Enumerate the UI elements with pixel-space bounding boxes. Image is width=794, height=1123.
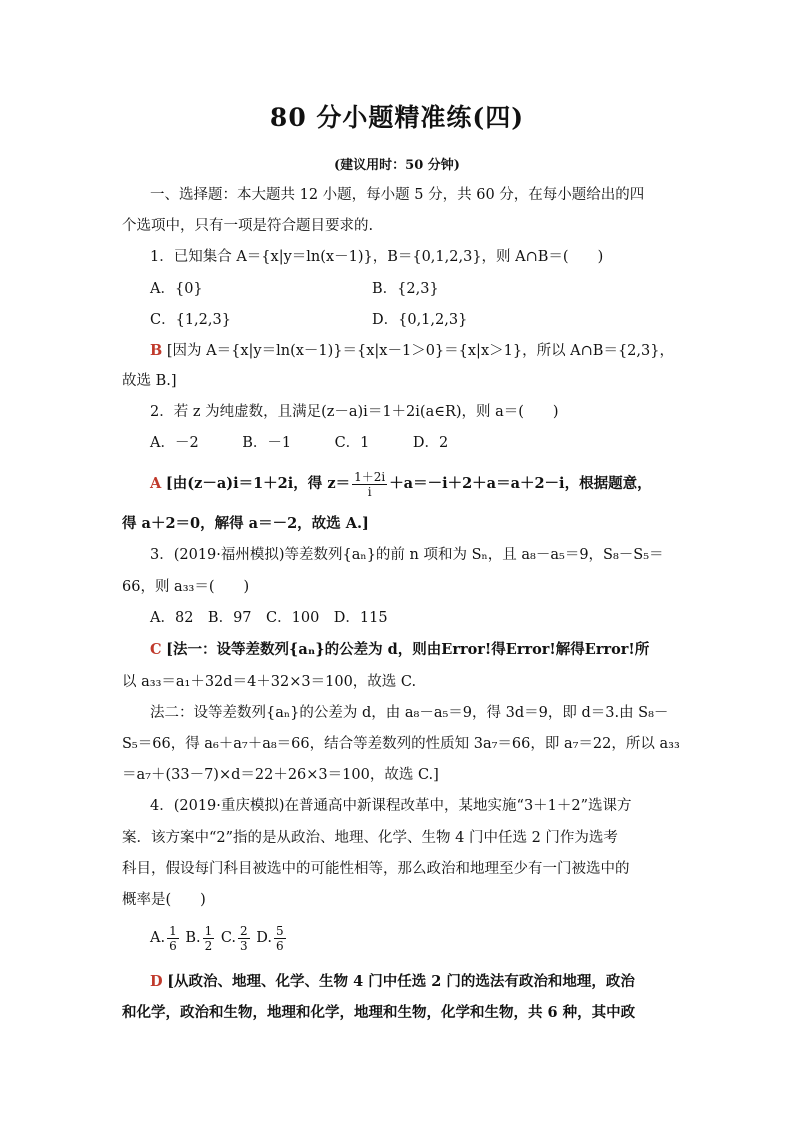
- q1-option-b: B．{2,3}: [372, 281, 439, 297]
- q4-option-b: [185, 923, 216, 953]
- q1-option-c: C．{1,2,3}: [150, 312, 231, 328]
- q2-fraction: [352, 470, 387, 499]
- q4-stem-line-4: 概率是( ): [122, 892, 206, 908]
- q1-solution-line-2: 故选 B.]: [122, 373, 177, 389]
- q4-answer: D: [150, 973, 163, 990]
- q3-solution-1-line-2: 以 a₃₃＝a₁＋32d＝4＋32×3＝100，故选 C.: [122, 674, 417, 690]
- q4-option-d-den: 6: [276, 938, 284, 953]
- q4-option-c-fraction: [238, 924, 250, 953]
- q4-option-c-den: 3: [240, 938, 248, 953]
- page-title: 80 分小题精准练(四): [269, 103, 525, 132]
- q2-solution-line-2: 得 a＋2＝0，解得 a＝－2，故选 A.]: [122, 515, 369, 532]
- section-intro-line-2: 个选项中，只有一项是符合题目要求的.: [122, 218, 374, 234]
- q4-option-b-fraction: [203, 924, 215, 953]
- q2-stem: 2．若 z 为纯虚数，且满足(z－a)i＝1＋2i(a∈R)，则 a＝( ): [150, 404, 559, 420]
- q3-solution-2-line-3: ＝a₇＋(33－7)×d＝22＋26×3＝100，故选 C.]: [122, 767, 439, 783]
- q4-stem-line-3: 科目，假设每门科目被选中的可能性相等，那么政治和地理至少有一门被选中的: [122, 861, 630, 877]
- q1-solution-text: [因为 A＝{x|y＝ln(x－1)}＝{x|x－1＞0}＝{x|x＞1}，所以 A∩B＝{2,3}，: [166, 343, 674, 359]
- q1-answer: B: [150, 342, 163, 359]
- q2-fraction-denominator: i: [367, 484, 372, 499]
- q2-answer: A: [150, 475, 162, 492]
- q4-stem-line-2: 案．该方案中“2”指的是从政治、地理、化学、生物 4 门中任选 2 门作为选考: [122, 830, 618, 846]
- q1-option-a: A．{0}: [150, 281, 203, 297]
- q4-option-b-label: B.: [185, 930, 201, 946]
- q4-solution: [150, 972, 635, 992]
- q3-solution-2-line-1: 法二：设等差数列{aₙ}的公差为 d，由 a₈－a₅＝9，得 3d＝9，即 d＝3.由 S₈－: [150, 705, 669, 721]
- q4-option-a: [150, 923, 181, 953]
- time-hint: (建议用时：50 分钟): [334, 158, 460, 173]
- q4-option-a-num: 1: [169, 923, 177, 938]
- section-intro-line-1: 一、选择题：本大题共 12 小题，每小题 5 分，共 60 分，在每小题给出的四: [150, 187, 645, 203]
- q2-options: A．－2 B．－1 C．1 D．2: [150, 435, 449, 451]
- q2-solution-post: ＋a＝－i＋2＋a＝a＋2－i，根据题意，: [389, 475, 652, 492]
- q4-option-a-den: 6: [169, 938, 177, 953]
- q2-solution: [150, 466, 652, 502]
- q3-solution-1-text: [法一：设等差数列{aₙ}的公差为 d，则由Error!得Error!解得Error!所: [166, 641, 650, 658]
- q4-option-b-den: 2: [204, 938, 213, 953]
- q3-stem-line-1: 3．(2019·福州模拟)等差数列{aₙ}的前 n 项和为 Sₙ，且 a₈－a₅＝9，S₈－S₅＝: [150, 547, 664, 563]
- q2-solution-pre: [由(z－a)i＝1＋2i，得 z＝: [165, 475, 351, 492]
- q3-options: A．82 B．97 C．100 D．115: [150, 610, 388, 626]
- q1-option-d: D．{0,1,2,3}: [372, 312, 468, 328]
- q4-option-c-label: C.: [220, 930, 237, 946]
- q4-stem-line-1: 4．(2019·重庆模拟)在普通高中新课程改革中，某地实施“3＋1＋2”选课方: [150, 798, 632, 814]
- q4-solution-line-2: 和化学，政治和生物，地理和化学，地理和生物，化学和生物，共 6 种，其中政: [122, 1004, 636, 1021]
- q3-answer: C: [150, 641, 162, 658]
- q4-option-a-label: A.: [150, 930, 166, 946]
- q4-option-d-label: D.: [256, 930, 273, 946]
- q4-option-b-num: 1: [204, 923, 213, 938]
- q4-options: [150, 920, 288, 956]
- q4-option-d-fraction: [274, 924, 286, 953]
- q3-solution-2-line-2: S₅＝66，得 a₆＋a₇＋a₈＝66，结合等差数列的性质知 3a₇＝66，即 a₇＝22，所以 a₃₃: [122, 736, 680, 752]
- q4-option-d-num: 5: [276, 923, 284, 938]
- q1-solution: [150, 341, 674, 361]
- q4-option-a-fraction: [167, 924, 179, 953]
- q2-fraction-numerator: 1＋2i: [354, 469, 386, 484]
- q4-option-d: [256, 923, 287, 953]
- q1-stem: 1．已知集合 A＝{x|y＝ln(x－1)}，B＝{0,1,2,3}，则 A∩B＝( ): [150, 249, 604, 265]
- q3-stem-line-2: 66，则 a₃₃＝( ): [122, 579, 250, 595]
- q4-solution-text: [从政治、地理、化学、生物 4 门中任选 2 门的选法有政治和地理，政治: [167, 973, 635, 990]
- q4-option-c: [220, 923, 252, 953]
- q3-solution-1: [150, 640, 649, 660]
- q4-option-c-num: 2: [240, 923, 248, 938]
